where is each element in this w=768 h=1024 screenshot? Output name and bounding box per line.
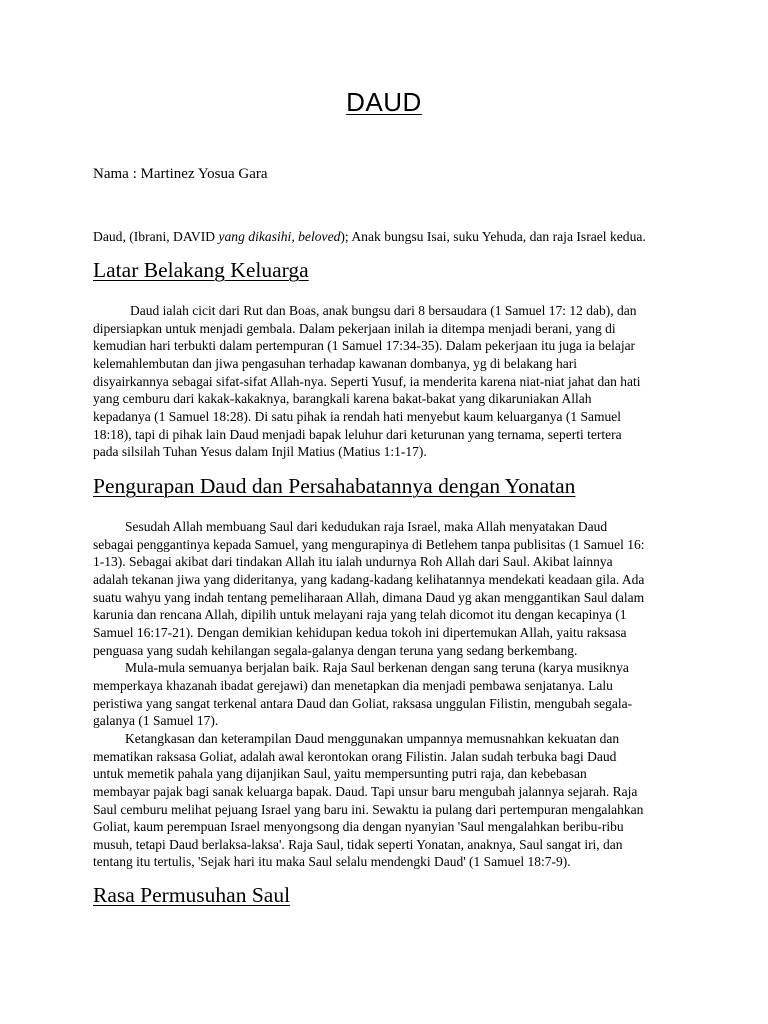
- text-line: suatu wahyu yang indah tentang pemeliharaan Allah, dimana Daud yg akan menggantikan Saul dalam: [93, 589, 645, 605]
- text-line: mematikan raksasa Goliat, adalah awal kerontokan orang Filistin. Jalan sudah terbuka bagi Daud: [93, 748, 617, 764]
- intro-text-italic: yang dikasihi, beloved: [218, 229, 341, 244]
- text-line: Sesudah Allah membuang Saul dari kedudukan raja Israel, maka Allah menyatakan Daud: [125, 519, 608, 534]
- paragraph: [93, 518, 676, 659]
- section-heading-latar-belakang: Latar Belakang Keluarga: [93, 258, 309, 282]
- text-line: musuh, tetapi Daud berlaksa-laksa'. Raja Saul, tidak seperti Yonatan, anaknya, Saul sangat iri, dan: [93, 836, 623, 852]
- text-line: tentang itu tertulis, 'Sejak hari itu maka Saul selalu mendengki Daud' (1 Samuel 18:7-9).: [93, 854, 571, 870]
- text-line: untuk memetik pahala yang dijanjikan Saul, yaitu mempersunting putri raja, dan kebebasan: [93, 766, 587, 782]
- text-line: peristiwa yang sangat terkenal antara Daud dan Goliat, raksasa unggulan Filistin, mengubah segala-: [93, 695, 633, 711]
- text-line: pada silsilah Tuhan Yesus dalam Injil Matius (Matius 1:1-17).: [93, 444, 427, 460]
- text-line: 1-13). Sebagai akibat dari tindakan Allah itu ialah undurnya Roh Allah dari Saul. Akibat lainnya: [93, 554, 613, 570]
- text-line: dipersiapkan untuk menjadi gembala. Dalam pekerjaan inilah ia ditempa menjadi berani, yang di: [93, 320, 616, 336]
- text-line: karunia dan rencana Allah, dipilih untuk melayani raja yang telah dicomot itu dengan kecapinya (1: [93, 607, 627, 623]
- text-line: penguasa yang sudah kehilangan segala-galanya dengan teruna yang sedang berkembang.: [93, 642, 578, 658]
- text-line: 18:18), tapi di pihak lain Daud menjadi bapak leluhur dari keturunan yang ternama, seperti tertera: [93, 426, 622, 442]
- intro-text-post: ); Anak bungsu Isai, suku Yehuda, dan raja Israel kedua.: [340, 229, 646, 244]
- text-line: yang cemburu dari kakak-kakaknya, barangkali karena bakat-bakat yang dikaruniakan Allah: [93, 391, 592, 407]
- text-line: adalah tekanan jiwa yang dideritanya, yang kadang-kadang kelihatannya mendekati keadaan gila. Ada: [93, 571, 645, 587]
- text-line: Samuel 16:17-21). Dengan demikian kehidupan kedua tokoh ini dipertemukan Allah, yaitu raksasa: [93, 624, 627, 640]
- section-heading-pengurapan: Pengurapan Daud dan Persahabatannya dengan Yonatan: [93, 474, 576, 498]
- paragraph: [93, 730, 676, 871]
- text-line: galanya (1 Samuel 17).: [93, 713, 219, 729]
- text-line: sebagai penggantinya kepada Samuel, yang mengurapinya di Betlehem tanpa publisitas (1 Samuel 16:: [93, 536, 645, 552]
- intro-paragraph: [93, 229, 683, 245]
- text-line: memperkaya khazanah ibadat gerejawi) dan menetapkan dia menjadi pembawa senjatanya. Lalu: [93, 677, 613, 693]
- text-line: Saul cemburu melihat pejuang Israel yang baru ini. Sewaktu ia pulang dari pertempuran mengalahkan: [93, 801, 644, 817]
- paragraph: [93, 302, 676, 461]
- text-line: membayar pajak bagi sanak keluarga bapak. Daud. Tapi unsur baru mengubah jalannya sejarah. Raja: [93, 783, 638, 799]
- section-body-pengurapan: [93, 518, 676, 871]
- section-body-latar-belakang: [93, 302, 676, 461]
- text-line: Goliat, kaum perempuan Israel menyongsong dia dengan nyanyian 'Saul mengalahkan beribu-ribu: [93, 819, 624, 835]
- text-line: kelemahlembutan dan jiwa pengasuhan terhadap kawanan dombanya, yg di belakang hari: [93, 355, 577, 371]
- paragraph: [93, 659, 676, 730]
- document-title: DAUD: [346, 87, 422, 117]
- intro-text-pre: Daud, (Ibrani, DAVID: [93, 229, 219, 244]
- text-line: Ketangkasan dan keterampilan Daud menggunakan umpannya memusnahkan kekuatan dan: [125, 730, 620, 746]
- text-line: Mula-mula semuanya berjalan baik. Raja Saul berkenan dengan sang teruna (karya musiknya: [125, 660, 629, 676]
- text-line: Daud ialah cicit dari Rut dan Boas, anak bungsu dari 8 bersaudara (1 Samuel 17: 12 dab), dan: [130, 303, 637, 318]
- text-line: kepadanya (1 Samuel 18:28). Di satu pihak ia rendah hati menyebut kaum keluarganya (1 Samuel: [93, 408, 621, 424]
- text-line: kemudian hari terbukti dalam pertempuran (1 Samuel 17:34-35). Dalam pekerjaan itu juga ia belajar: [93, 338, 636, 354]
- text-line: disyairkannya sebagai sifat-sifat Allah-nya. Seperti Yusuf, ia menderita karena niat-niat jahat dan hati: [93, 373, 641, 389]
- author-name-line: Nama : Martinez Yosua Gara: [93, 166, 268, 182]
- section-heading-rasa-permusuhan: Rasa Permusuhan Saul: [93, 883, 291, 907]
